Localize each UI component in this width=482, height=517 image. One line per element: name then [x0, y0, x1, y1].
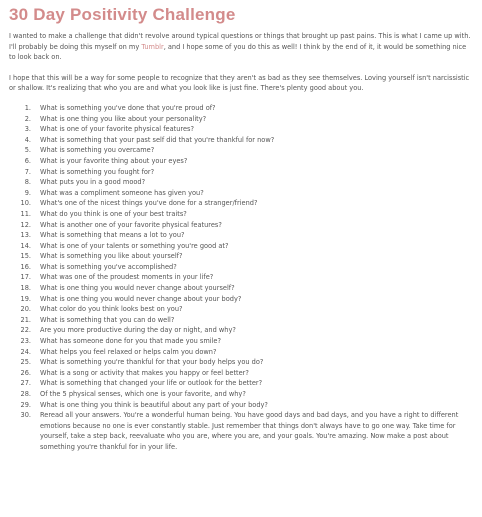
question-text: Are you more productive during the day or night, and why? [40, 326, 236, 335]
question-text: What is something that changed your life or outlook for the better? [40, 379, 263, 388]
list-item [9, 262, 474, 273]
question-number: 1. [24, 103, 31, 112]
list-item [9, 124, 474, 135]
question-number: 15. [20, 252, 31, 261]
question-number: 12. [20, 220, 31, 229]
list-item [9, 283, 474, 294]
intro-text-end: , and I hope some of you do this as well! I think by the end of it, it would be something nice to look back on. [9, 42, 467, 62]
question-text: What is your favorite thing about your eyes? [40, 156, 188, 165]
list-item [9, 230, 474, 241]
list-item [9, 177, 474, 188]
question-text: What is something you overcame? [40, 146, 155, 155]
question-text: What's one of the nicest things you've done for a stranger/friend? [40, 199, 258, 208]
list-item [9, 315, 474, 326]
question-number: 22. [20, 326, 31, 335]
intro-paragraph-2: I hope that this will be a way for some people to recognize that they aren't as bad as they see themselves. Loving yourself isn't narcissistic or shallow. It's realizing that who you are and what you look like is just fine. There's plenty good about you. [9, 73, 470, 93]
question-number: 3. [24, 125, 31, 134]
question-text: What is a song or activity that makes you happy or feel better? [40, 368, 249, 377]
list-item [9, 304, 474, 315]
question-text: Of the 5 physical senses, which one is your favorite, and why? [40, 390, 246, 398]
list-item [9, 188, 474, 199]
question-text: What is one thing you think is beautiful about any part of your body? [40, 400, 268, 409]
intro-paragraph [9, 31, 474, 63]
list-item [9, 156, 474, 167]
question-text: What is something that you can do well? [40, 315, 175, 324]
list-item [9, 103, 474, 114]
list-item [9, 325, 474, 336]
list-item [9, 389, 474, 400]
question-number: 7. [24, 167, 31, 176]
question-text: What was a compliment someone has given you? [40, 188, 204, 197]
question-number: 28. [20, 390, 31, 398]
list-item [9, 347, 474, 358]
list-item [9, 145, 474, 156]
question-text: What do you think is one of your best traits? [40, 209, 187, 218]
list-item [9, 378, 474, 389]
question-text: What is something you've accomplished? [40, 262, 177, 271]
question-text: What is something you've done that you're proud of? [40, 103, 216, 112]
question-number: 13. [20, 231, 31, 240]
question-number: 27. [20, 379, 31, 388]
list-item [9, 209, 474, 220]
question-number: 25. [20, 358, 31, 367]
question-text: What is something you fought for? [40, 167, 155, 176]
list-item [9, 220, 474, 231]
question-number: 26. [20, 368, 31, 377]
list-item [9, 198, 474, 209]
tumblr-link[interactable]: Tumblr [141, 42, 164, 51]
question-number: 11. [20, 209, 31, 218]
question-text: What has someone done for you that made you smile? [40, 337, 221, 346]
question-number: 9. [24, 188, 31, 197]
list-item [9, 410, 474, 452]
intro-text-start: I wanted to make a challenge that didn't revolve around typical questions or things that brought up past pains. This is what I came up with. I'll probably be doing this myself on my [9, 32, 471, 51]
page [0, 5, 482, 517]
list-item [9, 241, 474, 252]
question-text: What is something that means a lot to you? [40, 231, 185, 240]
list-item [9, 368, 474, 379]
list-item [9, 272, 474, 283]
question-number: 24. [20, 347, 31, 356]
question-number: 29. [20, 400, 31, 409]
question-text: Reread all your answers. You're a wonderful human being. You have good days and bad days, and you have a right to different emotions because no one is ever constantly stable. Just remember that things don't always have to go one way. Take time for yourself, take a step back, reevaluate who you are, where you are, and your goals. You're amazing. Now make a post about something you're thankful for in your life. [40, 411, 459, 451]
question-text: What is something you like about yourself? [40, 252, 183, 261]
question-number: 21. [20, 315, 31, 324]
list-item [9, 167, 474, 178]
list-item [9, 135, 474, 146]
list-item [9, 114, 474, 125]
question-text: What was one of the proudest moments in your life? [40, 273, 214, 282]
page-title: 30 Day Positivity Challenge [9, 5, 236, 24]
question-number: 10. [20, 199, 31, 208]
question-text: What is one thing you would never change about your body? [40, 294, 242, 303]
question-number: 5. [24, 146, 31, 155]
question-number: 16. [20, 262, 31, 271]
question-number: 14. [20, 241, 31, 250]
question-number: 18. [20, 284, 31, 293]
question-text: What is another one of your favorite physical features? [40, 220, 222, 229]
question-number: 17. [20, 273, 31, 282]
list-item [9, 251, 474, 262]
question-number: 23. [20, 337, 31, 346]
question-number: 8. [24, 178, 31, 187]
question-text: What is one thing you like about your personality? [40, 114, 207, 123]
question-text: What is one thing you would never change about yourself? [40, 284, 235, 293]
list-item [9, 294, 474, 305]
question-number: 2. [24, 114, 31, 123]
list-item [9, 336, 474, 347]
question-text: What puts you in a good mood? [40, 178, 146, 187]
question-text: What is one of your talents or something you're good at? [40, 241, 229, 250]
question-text: What helps you feel relaxed or helps calm you down? [40, 347, 217, 356]
list-item [9, 400, 474, 411]
question-text: What color do you think looks best on you? [40, 305, 183, 314]
list-item [9, 357, 474, 368]
question-number: 30. [20, 411, 31, 420]
question-list [9, 103, 474, 453]
question-text: What is something that your past self did that you're thankful for now? [40, 135, 275, 144]
question-number: 6. [24, 156, 31, 165]
question-number: 4. [24, 135, 31, 144]
question-number: 20. [20, 305, 31, 314]
question-number: 19. [20, 294, 31, 303]
question-text: What is something you're thankful for that your body helps you do? [40, 358, 264, 367]
question-text: What is one of your favorite physical features? [40, 125, 194, 134]
